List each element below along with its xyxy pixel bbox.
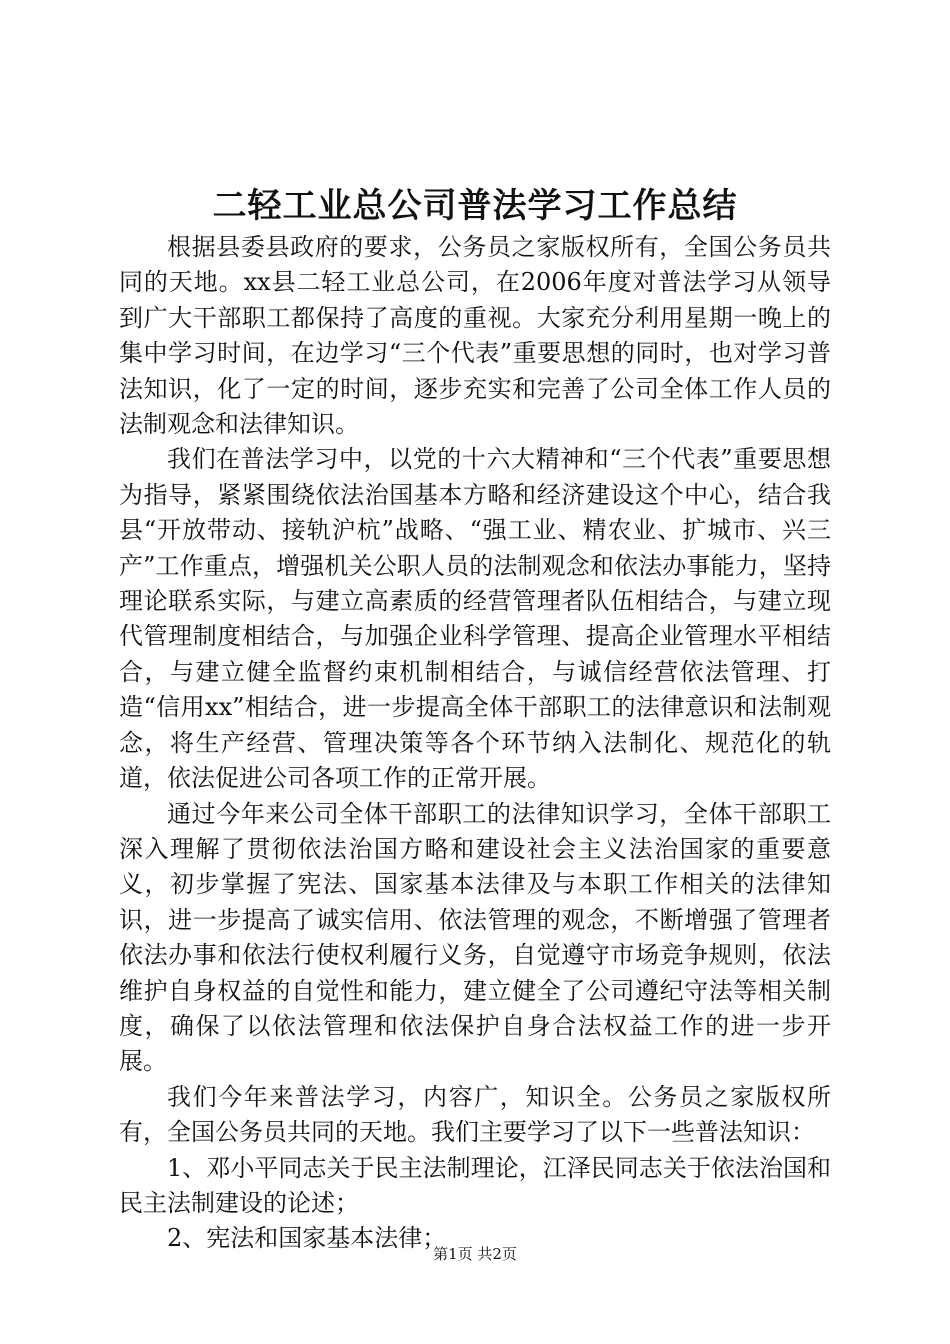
document-body <box>119 230 831 1257</box>
list-item: 1、邓小平同志关于民主法制理论，江泽民同志关于依法治国和民主法制建设的论述； <box>119 1153 831 1217</box>
page-number-footer: 第1页 共2页 <box>433 1245 517 1263</box>
document-title: 二轻工业总公司普法学习工作总结 <box>212 186 738 226</box>
paragraph-results: 通过今年来公司全体干部职工的法律知识学习，全体干部职工深入理解了贯彻依法治国方略和建设社会主义法治国家的重要意义，初步掌握了宪法、国家基本法律及与本职工作相关的法律知识，进一步提高了诚实信用、依法管理的观念，不断增强了管理者依法办事和依法行使权利履行义务，自觉遵守市场竞争规则，依法维护自身权益的自觉性和能力，建立健全了公司遵纪守法等相关制度，确保了以依法管理和依法保护自身合法权益工作的进一步开展。 <box>119 799 831 1076</box>
list-item: 2、宪法和国家基本法律； <box>167 1224 447 1253</box>
paragraph-content: 我们今年来普法学习，内容广，知识全。公务员之家版权所有，全国公务员共同的天地。我们主要学习了以下一些普法知识： <box>119 1082 831 1147</box>
paragraph-intro: 根据县委县政府的要求，公务员之家版权所有，全国公务员共同的天地。xx县二轻工业总公司，在2006年度对普法学习从领导到广大干部职工都保持了高度的重视。大家充分利用星期一晚上的集中学习时间，在边学习“三个代表”重要思想的同时，也对学习普法知识，化了一定的时间，逐步充实和完善了公司全体工作人员的法制观念和法律知识。 <box>119 233 831 439</box>
paragraph-guidance: 我们在普法学习中，以党的十六大精神和“三个代表”重要思想为指导，紧紧围绕依法治国基本方略和经济建设这个中心，结合我县“开放带动、接轨沪杭”战略、“强工业、精农业、扩城市、兴三产”工作重点，增强机关公职人员的法制观念和依法办事能力，坚持理论联系实际，与建立高素质的经营管理者队伍相结合，与建立现代管理制度相结合，与加强企业科学管理、提高企业管理水平相结合，与建立健全监督约束机制相结合，与诚信经营依法管理、打造“信用xx”相结合，进一步提高全体干部职工的法律意识和法制观念，将生产经营、管理决策等各个环节纳入法制化、规范化的轨道，依法促进公司各项工作的正常开展。 <box>119 445 831 793</box>
